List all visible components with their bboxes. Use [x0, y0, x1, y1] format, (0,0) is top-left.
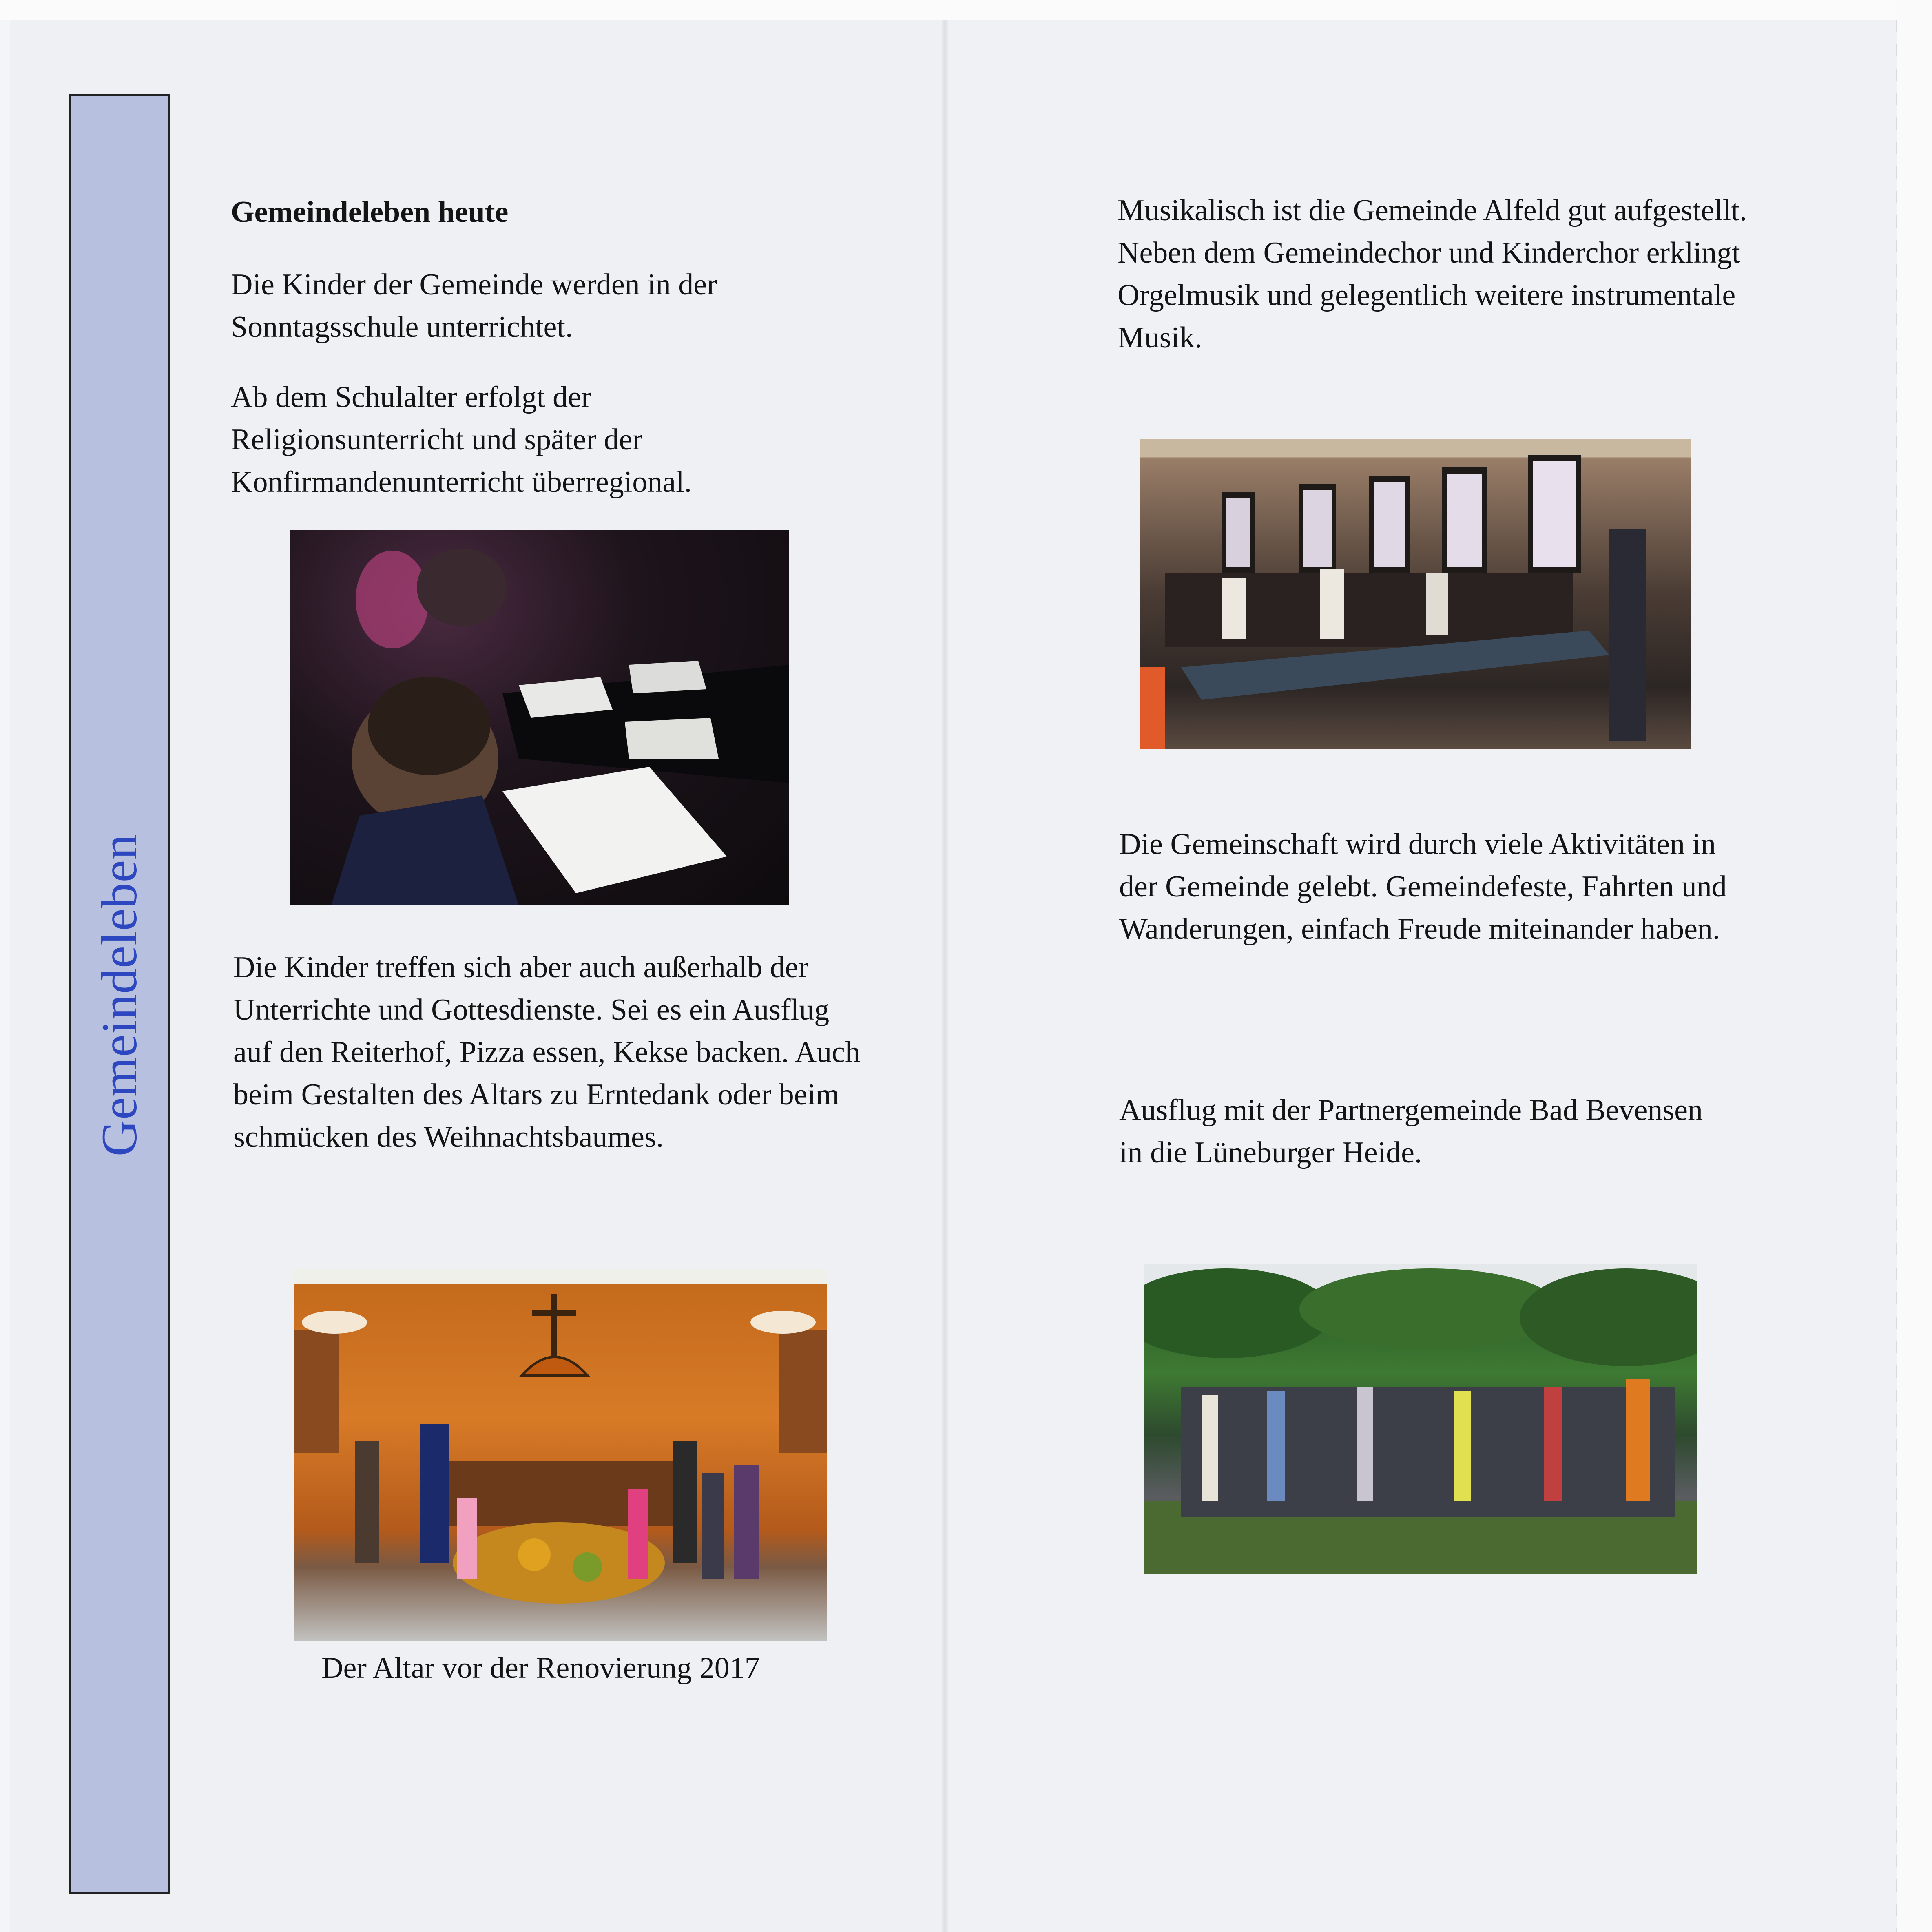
paragraph-music: Musikalisch ist die Gemeinde Alfeld gut aufgestellt. Neben dem Gemeindechor und Kinderchor erklingt Orgelmusik und gelegentlich weitere instrumentale Musik.: [1118, 194, 1747, 354]
paragraph-sunday-school: Die Kinder der Gemeinde werden in der Sonntagsschule unterrichtet.: [231, 268, 717, 344]
page-fold: [942, 20, 948, 1932]
altar-caption: Der Altar vor der Renovierung 2017: [321, 1651, 760, 1685]
paragraph-religion-class: Ab dem Schulalter erfolgt der Religionsunterricht und später der Konfirmandenunterricht überregional.: [231, 381, 692, 499]
paragraph-excursion: Ausflug mit der Partnergemeinde Bad Bevensen in die Lüneburger Heide.: [1119, 1093, 1703, 1169]
photo-altar-harvest: [294, 1269, 827, 1641]
section-heading: Gemeindeleben heute: [231, 195, 509, 229]
photo-children-studying: [290, 530, 789, 905]
paragraph-community: Die Gemeinschaft wird durch viele Aktivitäten in der Gemeinde gelebt. Gemeindefeste, Fahrten und Wanderungen, einfach Freude miteinander haben.: [1119, 828, 1727, 946]
photo-choir-singing: [1140, 439, 1691, 749]
paragraph-children-activities: Die Kinder treffen sich aber auch außerhalb der Unterrichte und Gottesdienste. Sei es ein Ausflug auf den Reiterhof, Pizza essen, Kekse backen. Auch beim Gestalten des Altars zu Erntedank oder beim schmücken des Weihnachtsbaumes.: [233, 951, 860, 1154]
scan-edge: [0, 0, 1932, 20]
sidebar-title: Gemeindeleben: [91, 834, 147, 1157]
scan-edge-right: [1897, 0, 1932, 1932]
photo-group-excursion: [1144, 1264, 1697, 1574]
perforation-line: [1896, 20, 1897, 1932]
